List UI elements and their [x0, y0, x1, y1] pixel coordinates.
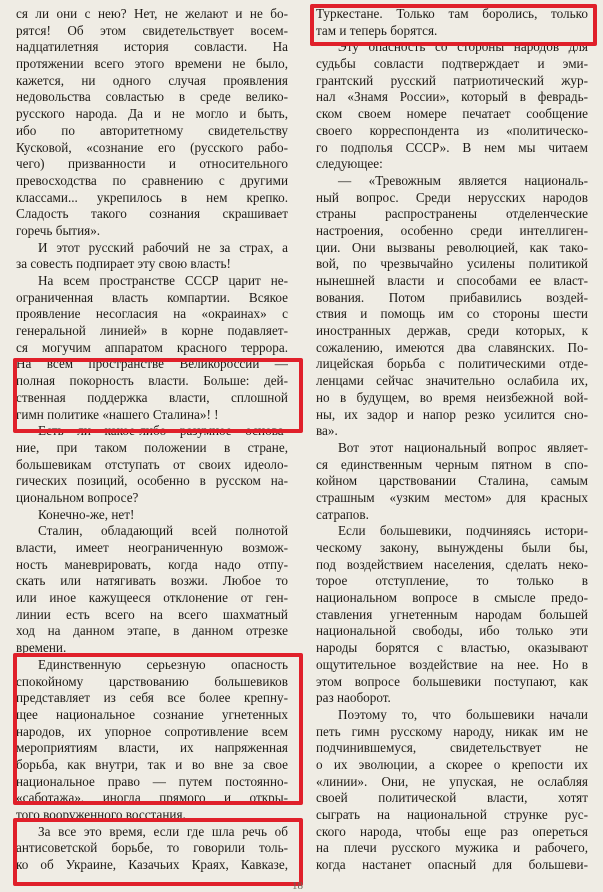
right-column-line: ва». [316, 423, 338, 439]
left-column-line: спокойному царствованию большевиков [16, 673, 288, 689]
right-column-line: «линии». Они, не упуская, не ослабляя [316, 773, 588, 789]
right-column-line: вой, по чрезвычайно усилены политикой [316, 256, 588, 272]
left-column-line: линии есть всего на всего шахматный [16, 606, 288, 622]
left-column-line: генеральной линией» в корне подавляет- [16, 323, 288, 339]
right-column-line: ском своем номере печатает сообщение [316, 106, 588, 122]
right-column-line: сыграть на национальной струнке рус- [316, 807, 588, 822]
page-number: 18 [292, 880, 303, 892]
left-column-line: гимн политике «нашего Сталина»! ! [16, 406, 219, 422]
left-column-line: Есть ли какое-либо разумное основа- [38, 423, 288, 439]
left-column-line: проявление несогласия на «окраинах» с [16, 306, 288, 322]
right-column-line: нал «Знамя России», который в феврадь- [316, 89, 588, 105]
right-column-line: ставления угнетенным народам большей [316, 606, 588, 622]
left-column-line: ственная поддержка власти, сплошной [16, 389, 288, 405]
right-column-line: на плечи русского мужика и рабочего, [316, 840, 588, 856]
right-column-line: ческому закону, вынуждены были бы, [316, 540, 588, 555]
right-column-line: под воздействием населения, сделать неко- [316, 556, 588, 572]
left-column-line: циональном вопросе? [16, 489, 139, 505]
left-column-line: «саботажа», иногда прямого и откры- [16, 790, 288, 806]
left-column-line: Сладость такого сознания скрашивает [16, 206, 288, 222]
right-column-line: судьбы совласти подтверждает и эми- [316, 56, 588, 72]
left-column-line: Конечно-же, нет! [38, 506, 135, 522]
left-column-line: ние, при таком положении в стране, [16, 439, 288, 455]
left-column-line: кажется, ни одного случая проявления [16, 72, 288, 88]
left-column-line: На всем пространстве СССР царит не- [38, 273, 288, 288]
left-column-line: национальное право — путем постоянно- [16, 773, 288, 789]
right-column-line: сожалению, имеются два славянских. По- [316, 339, 588, 355]
right-column-line: Вот этот национальный вопрос являет- [338, 439, 588, 455]
left-column-line: надцатилетняя история совласти. На [16, 39, 288, 55]
right-column-line: страны распространены отделенческие [316, 206, 588, 222]
left-column-line: классами... укрепилось в нем крепко. [16, 189, 288, 205]
left-column-line: протяжении всего этого времени не было, [16, 56, 288, 72]
left-column-line: времени. [16, 640, 67, 656]
left-column-line: Кусковой, «сознание его (русского рабо- [16, 139, 288, 155]
left-column-line: За все это время, если где шла речь об [38, 823, 288, 839]
right-column-line: ощутительное воздействие на нее. Но в [316, 656, 588, 672]
right-column-line: нынешней власти и способами ее власт- [316, 273, 588, 288]
right-column-line: Эту опасность со стороны народов для [338, 39, 588, 55]
left-column-line: И этот русский рабочий не за страх, а [38, 239, 288, 255]
left-column-line: щее национальное сознание угнетенных [16, 706, 288, 722]
right-column-line: ции. Они вызваны революцией, как тако- [316, 239, 588, 255]
right-column-line: сатрапов. [316, 506, 369, 522]
left-column-line: ся могучим аппаратом красного террора. [16, 339, 288, 355]
left-column-line: ход на данном этапе, в данном отрезке [16, 623, 288, 639]
right-column-line: грантский русский патриотический жур- [316, 72, 588, 88]
left-column-line: ограниченная власть компартии. Всякое [16, 289, 288, 305]
right-column-line: о их эволюции, а скорее о крепости их [316, 756, 588, 772]
left-column-line: борьба, как внутри, так и во вне за свое [16, 756, 288, 772]
right-column-line: следующее: [316, 156, 383, 172]
left-column-line: Единственную серьезную опасность [38, 656, 288, 672]
left-column-line: гических позиций, особенно в русском на- [16, 473, 288, 489]
left-column-line: чего) призванности и относительного [16, 156, 288, 172]
right-column-line: койном царствовании Сталина, самым [316, 473, 588, 489]
right-column-line: своего корреспондента из «политическо- [316, 122, 588, 138]
left-column-line: ко об Украине, Казачьих Краях, Кавказе, [16, 857, 288, 873]
right-column-line: национальной свободы, ибо только эти [316, 623, 588, 639]
left-text-column [16, 6, 288, 874]
right-column-line: Если большевики, подчиняясь истори- [338, 523, 588, 539]
right-column-line: своей политической власти, хотят [316, 790, 588, 806]
left-column-line: недовольства совластью в среде велико- [16, 89, 288, 105]
left-column-line: горечь бытия». [16, 222, 101, 238]
right-column-line: народы борятся с властью, оказывают [316, 640, 588, 656]
right-column-line: ствия и помощь им со стороны шести [316, 306, 588, 322]
left-column-line: или иное кажущееся отклонение от ген- [16, 590, 288, 606]
right-column-line: вования. Потом прибавились воздей- [316, 289, 588, 305]
left-column-line: полная покорность власти. Больше: дей- [16, 373, 288, 389]
left-column-line: народов, их упорное сопротивление всем [16, 723, 288, 739]
right-column-line: иностранных держав, среди которых, к [316, 323, 588, 339]
left-column-line: того вооруженного восстания. [16, 807, 186, 822]
right-column-line: лицейская борьба с политическими отде- [316, 356, 588, 372]
right-column-line: подчинившемуся, свидетельствует не [316, 740, 588, 756]
right-column-line: петь гимн русскому народу, никак им не [316, 723, 588, 739]
right-column-line: этом вопросе большевики поступают, как [316, 673, 588, 689]
right-column-line: — «Тревожным является националь- [338, 172, 588, 188]
left-column-line: антисоветской борьбе, то говорили толь- [16, 840, 288, 856]
right-column-line: ся единственным черным пятном в спо- [316, 456, 588, 472]
right-column-line: там и теперь борятся. [316, 22, 438, 38]
right-column-line: ный вопрос. Среди нерусских народов [316, 189, 588, 205]
right-column-line: раз наоборот. [316, 690, 391, 706]
left-column-line: ся ли они с нею? Нет, не желают и не бо- [16, 6, 288, 21]
right-column-line: но в будущем, во время неизбежной вой- [316, 389, 588, 405]
right-column-line: национальном вопросе в смысле предо- [316, 590, 588, 606]
left-column-line: ибо по авторитетному свидетельству [16, 122, 288, 138]
right-text-column [316, 6, 588, 874]
right-column-line: настроения, особенно среди интеллиген- [316, 222, 588, 238]
left-column-line: На всем пространстве Великороссии — [16, 356, 288, 372]
right-column-line: Туркестане. Только там боролись, только [316, 6, 588, 21]
left-column-line: рятся! Об этом свидетельствует восем- [16, 22, 288, 38]
left-column-line: мероприятиям власти, их напряженная [16, 740, 288, 756]
right-column-line: когда настанет опасный для большеви- [316, 857, 588, 873]
right-column-line: го подполья СССР». В нем мы читаем [316, 139, 588, 155]
left-column-line: ность маневрировать, когда надо отпу- [16, 556, 288, 572]
left-column-line: русского народа. Да и не могло и быть, [16, 106, 288, 122]
left-column-line: власти, имеет неограниченную возмож- [16, 540, 288, 555]
right-column-line: ны, их задор и напор резко усилится сно- [316, 406, 588, 422]
left-column-line: за совесть подпирает эту свою власть! [16, 256, 231, 272]
left-column-line: представляет из себя все более крепну- [16, 690, 288, 706]
left-column-line: Сталин, обладающий всей полнотой [38, 523, 288, 539]
right-column-line: торое отступление, то только в [316, 573, 588, 589]
right-column-line: страшным «узким местом» для красных [316, 489, 588, 505]
left-column-line: большевикам отступать от своих идеоло- [16, 456, 288, 472]
left-column-line: скать или натягивать возжи. Любое то [16, 573, 288, 589]
right-column-line: ского народа, чтобы еще раз опереться [316, 823, 588, 839]
right-column-line: Поэтому то, что большевики начали [338, 706, 588, 722]
right-column-line: ленцами сейчас значительно ослабила их, [316, 373, 588, 389]
left-column-line: превосходства по сравнению с другими [16, 172, 288, 188]
